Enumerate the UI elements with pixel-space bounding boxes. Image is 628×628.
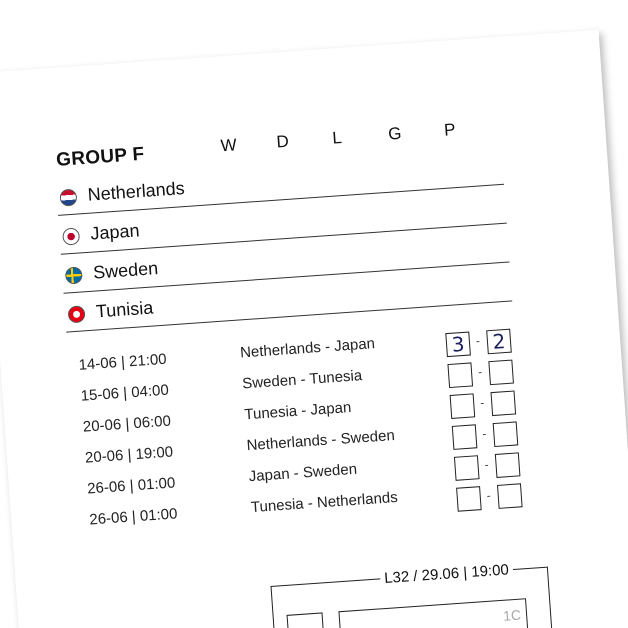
- column-losses: L: [331, 127, 343, 148]
- away-score-box[interactable]: [495, 452, 521, 478]
- score-separator: -: [479, 395, 485, 410]
- match-date: 26-06 | 01:00: [88, 505, 178, 529]
- netherlands-flag-icon: [59, 189, 77, 207]
- team-name: Japan: [89, 220, 141, 244]
- column-points: P: [443, 119, 457, 140]
- home-score-box[interactable]: [456, 486, 482, 512]
- team-name: Netherlands: [87, 178, 186, 205]
- away-score-box[interactable]: [488, 360, 514, 386]
- score-separator: -: [484, 457, 490, 472]
- home-score-box[interactable]: [447, 362, 473, 388]
- group-f-sheet: [0, 30, 628, 628]
- home-score-box[interactable]: [452, 424, 478, 450]
- column-goals: G: [387, 123, 403, 144]
- score-separator: -: [477, 364, 483, 379]
- team-name: Sweden: [92, 258, 159, 283]
- away-score-box[interactable]: [497, 483, 523, 509]
- match-date: 20-06 | 19:00: [84, 443, 174, 467]
- match-date: 26-06 | 01:00: [86, 474, 176, 498]
- home-score-box[interactable]: [450, 393, 476, 419]
- knockout-seed-label: 1C: [502, 606, 522, 624]
- match-date: 14-06 | 21:00: [78, 350, 168, 374]
- japan-flag-icon: [62, 227, 80, 245]
- match-teams: Netherlands - Japan: [239, 335, 376, 362]
- match-date: 15-06 | 04:00: [80, 381, 170, 405]
- match-teams: Tunesia - Japan: [243, 398, 352, 424]
- tunisia-flag-icon: [67, 305, 85, 323]
- knockout-match-label: L32 / 29.06 | 19:00: [380, 561, 514, 587]
- match-teams: Sweden - Tunesia: [241, 367, 363, 393]
- column-wins: W: [220, 135, 238, 156]
- match-date: 20-06 | 06:00: [82, 412, 172, 436]
- group-title: GROUP F: [55, 143, 146, 171]
- column-draws: D: [275, 131, 290, 152]
- paper-sheet: [0, 30, 628, 628]
- match-teams: Japan - Sweden: [248, 460, 358, 486]
- away-score-box[interactable]: [491, 390, 517, 416]
- away-score-box[interactable]: 2: [486, 329, 512, 355]
- match-teams: Tunesia - Netherlands: [250, 488, 399, 517]
- away-score-box[interactable]: [493, 421, 519, 447]
- score-separator: -: [486, 488, 492, 503]
- home-score-box[interactable]: 3: [445, 332, 471, 358]
- home-score-box[interactable]: [454, 455, 480, 481]
- match-teams: Netherlands - Sweden: [246, 426, 396, 455]
- score-separator: -: [481, 426, 487, 441]
- knockout-score-box[interactable]: [287, 612, 327, 628]
- team-name: Tunisia: [95, 297, 154, 322]
- score-separator: -: [475, 333, 481, 349]
- sweden-flag-icon: [65, 266, 83, 284]
